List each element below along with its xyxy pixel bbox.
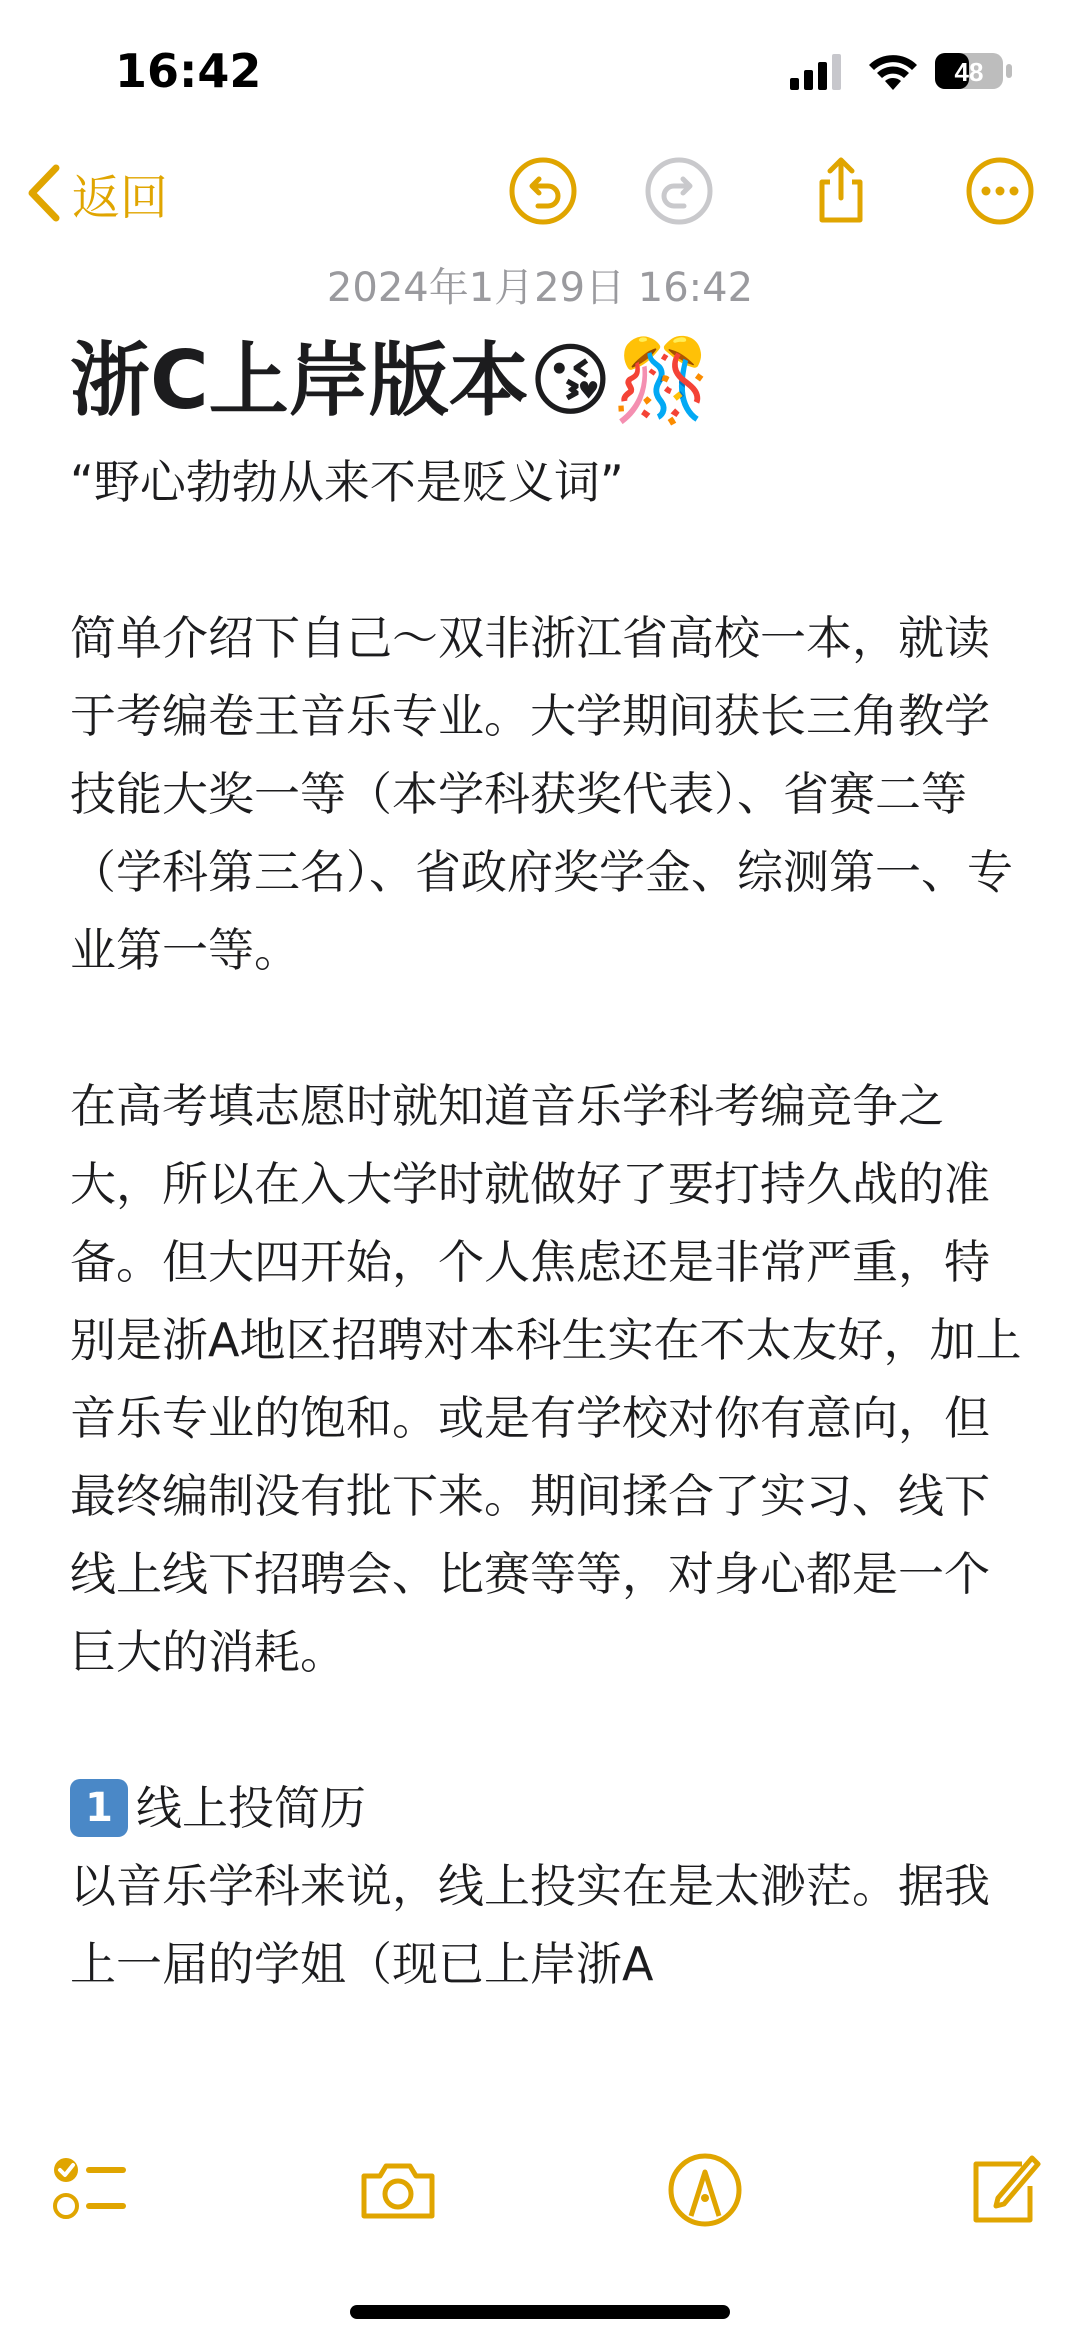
nav-bar <box>0 150 1080 240</box>
section-1-title: 线上投简历 <box>136 1781 366 1835</box>
note-content[interactable] <box>70 256 1030 2003</box>
back-button[interactable] <box>22 158 168 228</box>
compose-icon[interactable] <box>964 2150 1044 2230</box>
bottom-toolbar <box>0 2150 1080 2250</box>
note-title-text: 浙C上岸版本 <box>70 334 529 427</box>
back-label: 返回 <box>72 169 169 226</box>
wifi-icon <box>866 50 920 92</box>
cellular-signal-icon <box>788 52 848 92</box>
keycap-number-icon: 1 <box>70 1779 128 1837</box>
title-emojis: 😘🎊 <box>528 334 712 427</box>
section-1-text: 以音乐学科来说，线上投实在是太渺茫。据我上一届的学姐（现已上岸浙A <box>70 1859 990 1991</box>
home-indicator[interactable] <box>350 2305 730 2319</box>
redo-icon[interactable] <box>644 156 714 226</box>
note-paragraph-2: 在高考填志愿时就知道音乐学科考编竞争之大，所以在入大学时就做好了要打持久战的准备。但大四开始，个人焦虑还是非常严重，特别是浙A地区招聘对本科生实在不太友好，加上音乐专业的饱和。或是有学校对你有意向，但最终编制没有批下来。期间揉合了实习、线下线上线下招聘会、比赛等等，对身心都是一个巨大的消耗。 <box>70 1079 1022 1679</box>
share-icon[interactable] <box>806 156 876 226</box>
markup-pen-icon[interactable] <box>665 2150 745 2230</box>
note-quote: “野心勃勃从来不是贬义词” <box>70 455 624 509</box>
status-bar <box>0 0 1080 140</box>
status-time: 16:42 <box>115 44 262 98</box>
note-paragraph-1: 简单介绍下自己～双非浙江省高校一本，就读于考编卷王音乐专业。大学期间获长三角教学技能大奖一等（本学科获奖代表）、省赛二等（学科第三名）、省政府奖学金、综测第一、专业第一等。 <box>70 611 1013 977</box>
checklist-icon[interactable] <box>50 2150 130 2230</box>
chevron-left-icon <box>22 158 66 228</box>
note-date: 2024年1月29日 16:42 <box>326 265 754 311</box>
camera-icon[interactable] <box>358 2150 438 2230</box>
more-icon[interactable] <box>965 156 1035 226</box>
battery-icon <box>934 52 1014 90</box>
undo-icon[interactable] <box>508 156 578 226</box>
section-1-heading <box>70 1769 1030 1847</box>
note-title <box>70 333 1030 429</box>
battery-level: 48 <box>954 57 984 87</box>
